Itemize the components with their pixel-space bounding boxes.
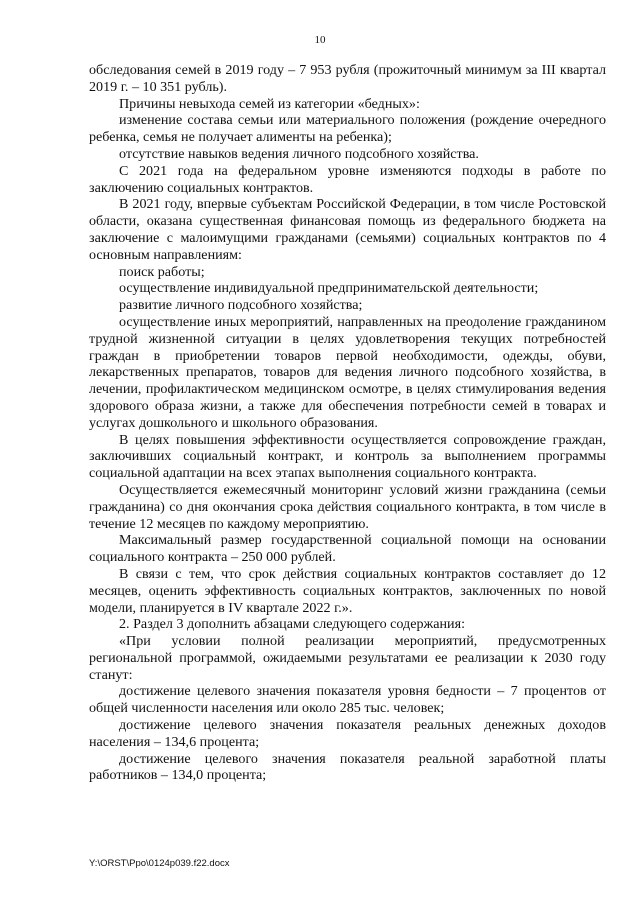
page-number: 10: [314, 34, 326, 46]
paragraph: С 2021 года на федеральном уровне изменяются подходы в работе по заключению социальных контрактов.: [89, 162, 606, 196]
paragraph: «При условии полной реализации мероприятий, предусмотренных региональной программой, ожидаемыми результатами ее реализации к 2030 году станут:: [89, 633, 606, 683]
paragraph: В 2021 году, впервые субъектам Российской Федерации, в том числе Ростовской области, оказана существенная финансовая помощь из федерального бюджета на заключение с малоимущими гражданами (семьями) социальных контрактов по 4 основным направлениям:: [89, 196, 606, 263]
paragraph: В целях повышения эффективности осуществляется сопровождение граждан, заключивших социальный контракт, и контроль за выполнением программы социальной адаптации на всех этапах выполнения социального контракта.: [89, 431, 606, 482]
paragraph: изменение состава семьи или материального положения (рождение очередного ребенка, семья не получает алименты на ребенка);: [89, 112, 606, 146]
paragraph: поиск работы;: [119, 263, 205, 280]
paragraph: Причины невыхода семей из категории «бедных»:: [119, 95, 420, 112]
paragraph: осуществление иных мероприятий, направленных на преодоление гражданином трудной жизненной ситуации в целях удовлетворения текущих потребностей граждан в приобретении товаров первой необходимости, одежды, обуви, лекарственных препаратов, товаров для ведения личного подсобного хозяйства, в лечении, профилактическом медицинском осмотре, в целях стимулирования ведения здорового образа жизни, а также для обеспечения потребности семей в товарах и услугах дошкольного и школьного образования.: [89, 313, 606, 431]
paragraph: В связи с тем, что срок действия социальных контрактов составляет до 12 месяцев, оценить эффективность социальных контрактов, заключенных по новой модели, планируется в IV квартале 2022 г.».: [89, 565, 606, 616]
paragraph: Максимальный размер государственной социальной помощи на основании социального контракта – 250 000 рублей.: [89, 532, 606, 566]
paragraph: 2. Раздел 3 дополнить абзацами следующего содержания:: [119, 616, 465, 633]
paragraph: достижение целевого значения показателя реальных денежных доходов населения – 134,6 процента;: [89, 717, 606, 750]
paragraph: осуществление индивидуальной предпринимательской деятельности;: [119, 280, 539, 297]
paragraph: обследования семей в 2019 году – 7 953 рубля (прожиточный минимум за III квартал 2019 г. – 10 351 рубль).: [89, 62, 606, 95]
paragraph: развитие личного подсобного хозяйства;: [119, 297, 363, 314]
paragraph: отсутствие навыков ведения личного подсобного хозяйства.: [119, 145, 479, 162]
paragraph: Осуществляется ежемесячный мониторинг условий жизни гражданина (семьи гражданина) со дня окончания срока действия социального контракта, в том числе в течение 12 месяцев по каждому мероприятию.: [89, 481, 606, 532]
paragraph: достижение целевого значения показателя реальной заработной платы работников – 134,0 процента;: [89, 750, 606, 784]
document-body: [89, 62, 606, 784]
footer-file-path: Y:\ORST\Ppo\0124p039.f22.docx: [89, 858, 230, 869]
paragraph: достижение целевого значения показателя уровня бедности – 7 процентов от общей численности населения или около 285 тыс. человек;: [89, 683, 606, 717]
